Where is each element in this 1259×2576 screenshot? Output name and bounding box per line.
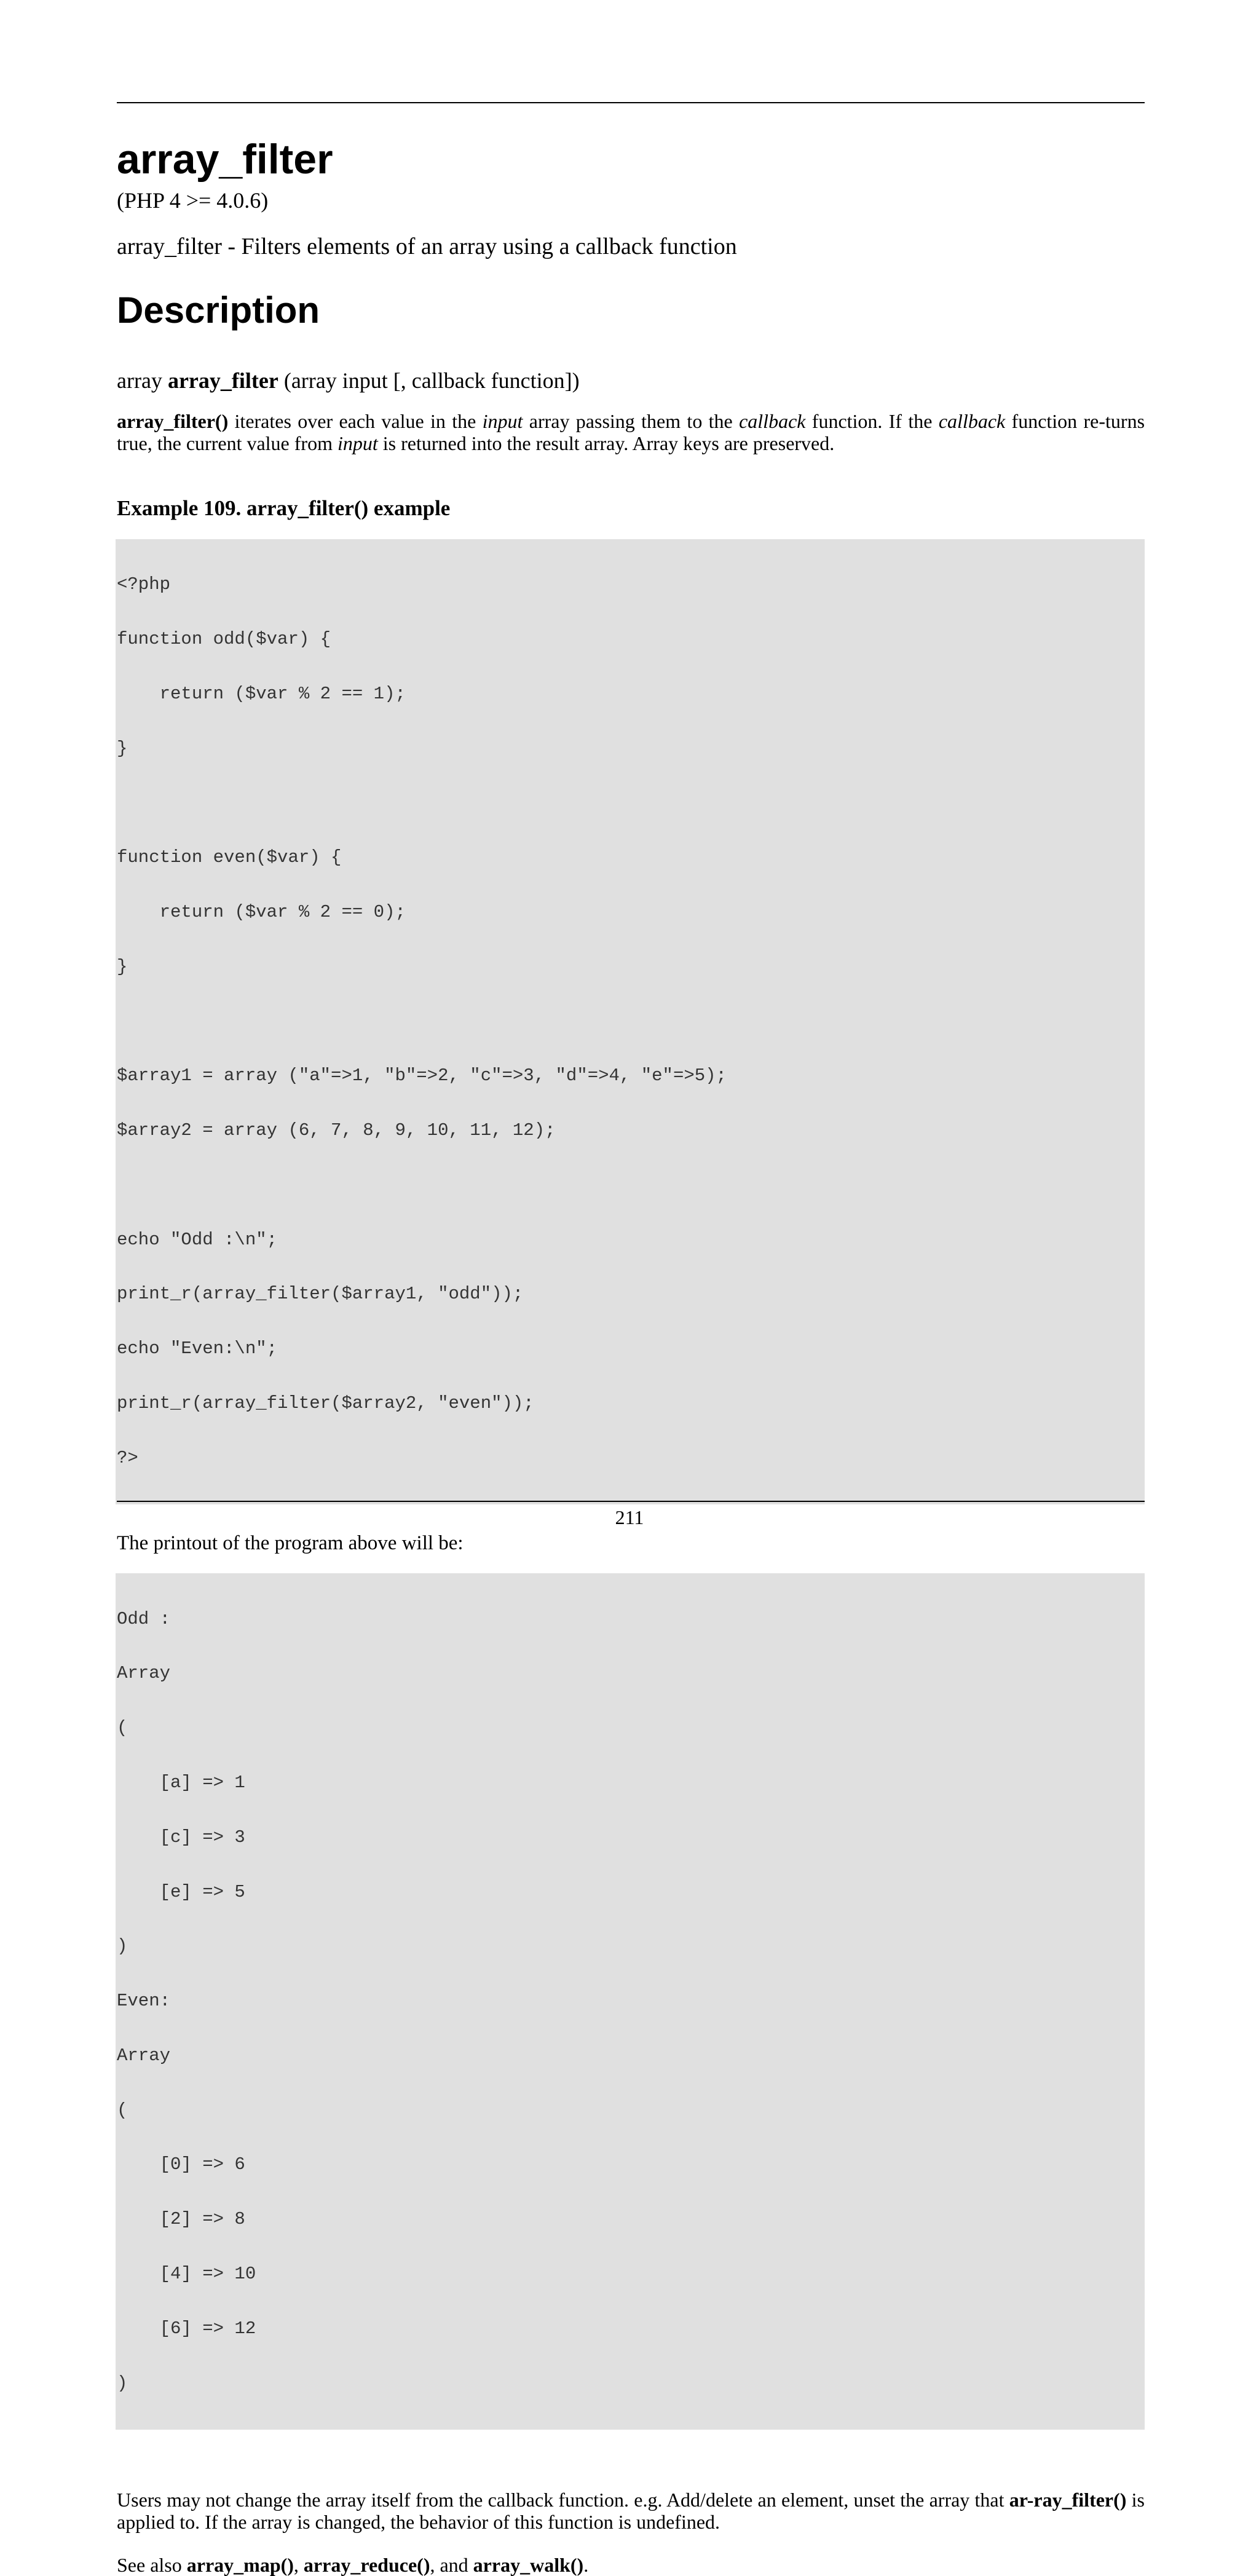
output-line: Array	[117, 2045, 171, 2066]
output-line: [e] => 5	[117, 1881, 245, 1902]
printout-caption: The printout of the program above will be:	[117, 1532, 464, 1555]
text-run: array passing them to the	[523, 410, 740, 432]
code-line: $array2 = array (6, 7, 8, 9, 10, 11, 12);	[117, 1120, 556, 1140]
code-line: }	[117, 956, 128, 977]
code-line: ?>	[117, 1447, 138, 1468]
output-line: Even:	[117, 1991, 171, 2012]
version-info: (PHP 4 >= 4.0.6)	[117, 188, 269, 213]
see-also-paragraph	[117, 2554, 1145, 2576]
code-line	[117, 1012, 1145, 1030]
text-run: , and	[430, 2554, 473, 2576]
output-line: (	[117, 2100, 128, 2120]
description-paragraph	[117, 410, 1145, 454]
text-run: iterates over each value in the	[228, 410, 483, 432]
text-run: Users may not change the array itself from the callback function. e.g. Add/delete an element, unset the array that	[117, 2489, 1009, 2511]
output-line: Odd :	[117, 1608, 171, 1629]
refentry-title: array_filter	[117, 136, 333, 183]
code-line: function odd($var) {	[117, 628, 331, 649]
synopsis-params: (array input [, callback function])	[283, 368, 580, 393]
function-link[interactable]: array_filter()	[117, 410, 229, 432]
text-run: See also	[117, 2554, 187, 2576]
callback-note-paragraph	[117, 2489, 1145, 2533]
output-line: [0] => 6	[117, 2154, 245, 2175]
page-number: 211	[615, 1506, 644, 1528]
text-run: is returned into the result array. Array keys are preserved.	[377, 432, 835, 454]
output-line: [a] => 1	[117, 1772, 245, 1793]
example-code-block	[116, 539, 1145, 1504]
synopsis-function-name: array_filter	[167, 368, 278, 393]
synopsis-return-type: array	[117, 368, 162, 393]
parameter-name: input	[482, 410, 523, 432]
code-line	[117, 1176, 1145, 1195]
code-line	[117, 794, 1145, 812]
code-line: function even($var) {	[117, 847, 342, 868]
code-line: echo "Odd :\n";	[117, 1229, 278, 1250]
code-line: }	[117, 738, 128, 759]
output-line: )	[117, 1936, 128, 1957]
output-line: )	[117, 2373, 128, 2393]
code-line: $array1 = array ("a"=>1, "b"=>2, "c"=>3, "d"=>4, "e"=>5);	[117, 1065, 727, 1086]
code-line: return ($var % 2 == 1);	[117, 683, 406, 704]
code-line: echo "Even:\n";	[117, 1338, 278, 1359]
code-line: print_r(array_filter($array2, "even"));	[117, 1393, 534, 1413]
refentry-purpose: array_filter - Filters elements of an array using a callback function	[117, 234, 737, 259]
see-also-link-array-walk[interactable]: array_walk()	[473, 2554, 584, 2576]
header-rule	[117, 102, 1145, 103]
text-run: .	[583, 2554, 589, 2576]
function-synopsis	[117, 367, 1145, 394]
output-line: (	[117, 1718, 128, 1739]
text-run: ,	[293, 2554, 304, 2576]
function-link[interactable]: ar-ray_filter()	[1009, 2489, 1127, 2511]
text-run: function re-turns true, the current value from	[117, 410, 1145, 454]
output-line: [2] => 8	[117, 2209, 245, 2230]
code-line: <?php	[117, 574, 171, 595]
code-line: print_r(array_filter($array1, "odd"));	[117, 1284, 524, 1305]
text-run: function. If the	[805, 410, 939, 432]
see-also-link-array-reduce[interactable]: array_reduce()	[303, 2554, 430, 2576]
output-line: Array	[117, 1663, 171, 1684]
code-line: return ($var % 2 == 0);	[117, 901, 406, 922]
see-also-link-array-map[interactable]: array_map()	[186, 2554, 294, 2576]
output-line: [4] => 10	[117, 2264, 256, 2285]
footer-rule	[117, 1501, 1145, 1502]
output-line: [c] => 3	[117, 1827, 245, 1847]
example-title: Example 109. array_filter() example	[117, 496, 451, 520]
parameter-name: input	[337, 432, 378, 454]
page-content	[117, 138, 1145, 2576]
parameter-name: callback	[938, 410, 1006, 432]
text-run: is applied to. If the array is changed, the behavior of this function is undefined.	[117, 2489, 1145, 2534]
parameter-name: callback	[739, 410, 806, 432]
output-line: [6] => 12	[117, 2318, 256, 2339]
output-code-block	[116, 1573, 1145, 2430]
section-title-description: Description	[117, 290, 320, 331]
